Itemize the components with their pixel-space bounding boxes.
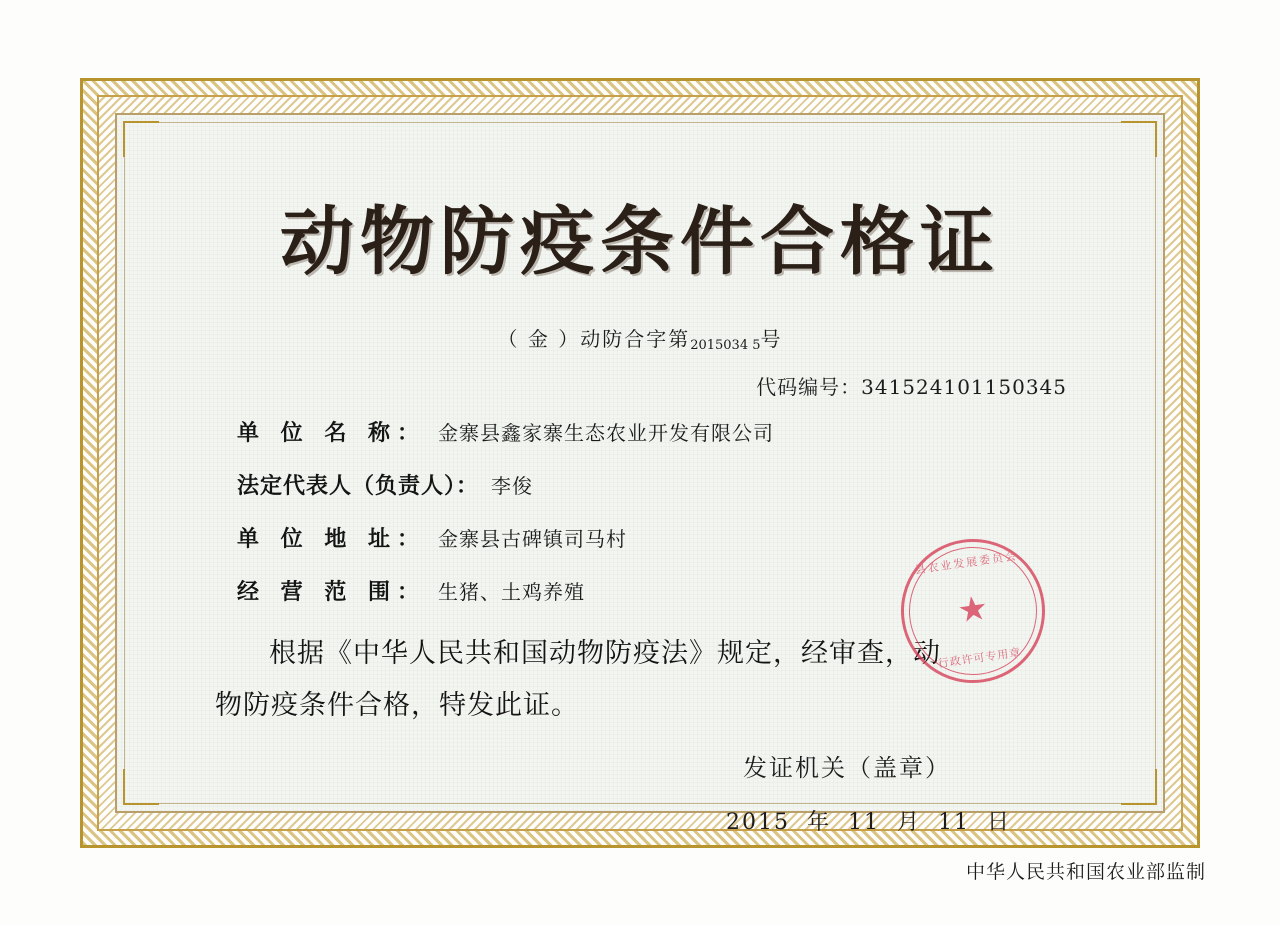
- field-legal-representative-value: 李俊: [491, 474, 534, 498]
- certificate-border-inner: [115, 113, 1165, 835]
- code-value: 341524101150345: [861, 375, 1067, 399]
- certificate-content: [117, 115, 1163, 835]
- field-unit-name: [237, 416, 1101, 447]
- issue-month: 11: [847, 810, 880, 835]
- body-line-1-text: 根据《中华人民共和国动物防疫法》规定，经审查，动: [269, 638, 941, 669]
- issue-year: 2015: [725, 810, 790, 835]
- field-unit-name-label: 单 位 名 称：: [237, 421, 426, 446]
- field-legal-representative: [237, 469, 1101, 500]
- seal-star-icon: ★: [954, 587, 991, 632]
- field-unit-name-value: 金寨县鑫家寨生态农业开发有限公司: [437, 421, 774, 445]
- code-number-line: [179, 371, 1101, 400]
- seal-bottom-text: 行政许可专用章: [937, 645, 1023, 671]
- footer-supervision-text: 中华人民共和国农业部监制: [965, 861, 1206, 883]
- serial-prefix: （ 金 ）动防合字第: [497, 327, 691, 351]
- certificate-serial-line: [179, 323, 1101, 353]
- serial-number: 2015034 5: [690, 338, 761, 353]
- certificate-border-middle: [97, 95, 1183, 835]
- issue-day: 11: [937, 810, 970, 835]
- issue-date-line: [179, 805, 1101, 836]
- issuing-authority-line: 发证机关（盖章）: [743, 754, 951, 782]
- issue-day-unit: 日: [986, 810, 1011, 835]
- certificate-border-outer: [80, 78, 1200, 848]
- field-unit-address-value: 金寨县古碑镇司马村: [437, 527, 627, 551]
- field-legal-representative-label: 法定代表人（负责人）：: [237, 474, 480, 499]
- field-business-scope-label: 经 营 范 围：: [237, 580, 426, 605]
- serial-suffix: 号: [760, 327, 783, 351]
- issue-year-unit: 年: [806, 810, 831, 835]
- field-unit-address-label: 单 位 地 址：: [237, 527, 426, 552]
- body-line-2: 物防疫条件合格，特发此证。: [215, 690, 579, 721]
- field-business-scope-value: 生猪、土鸡养殖: [437, 580, 585, 604]
- seal-top-text: 县农业发展委员会: [913, 549, 1019, 577]
- certificate-title: 动物防疫条件合格证: [280, 199, 1000, 285]
- issue-month-unit: 月: [896, 810, 921, 835]
- code-label: 代码编号：: [756, 375, 862, 399]
